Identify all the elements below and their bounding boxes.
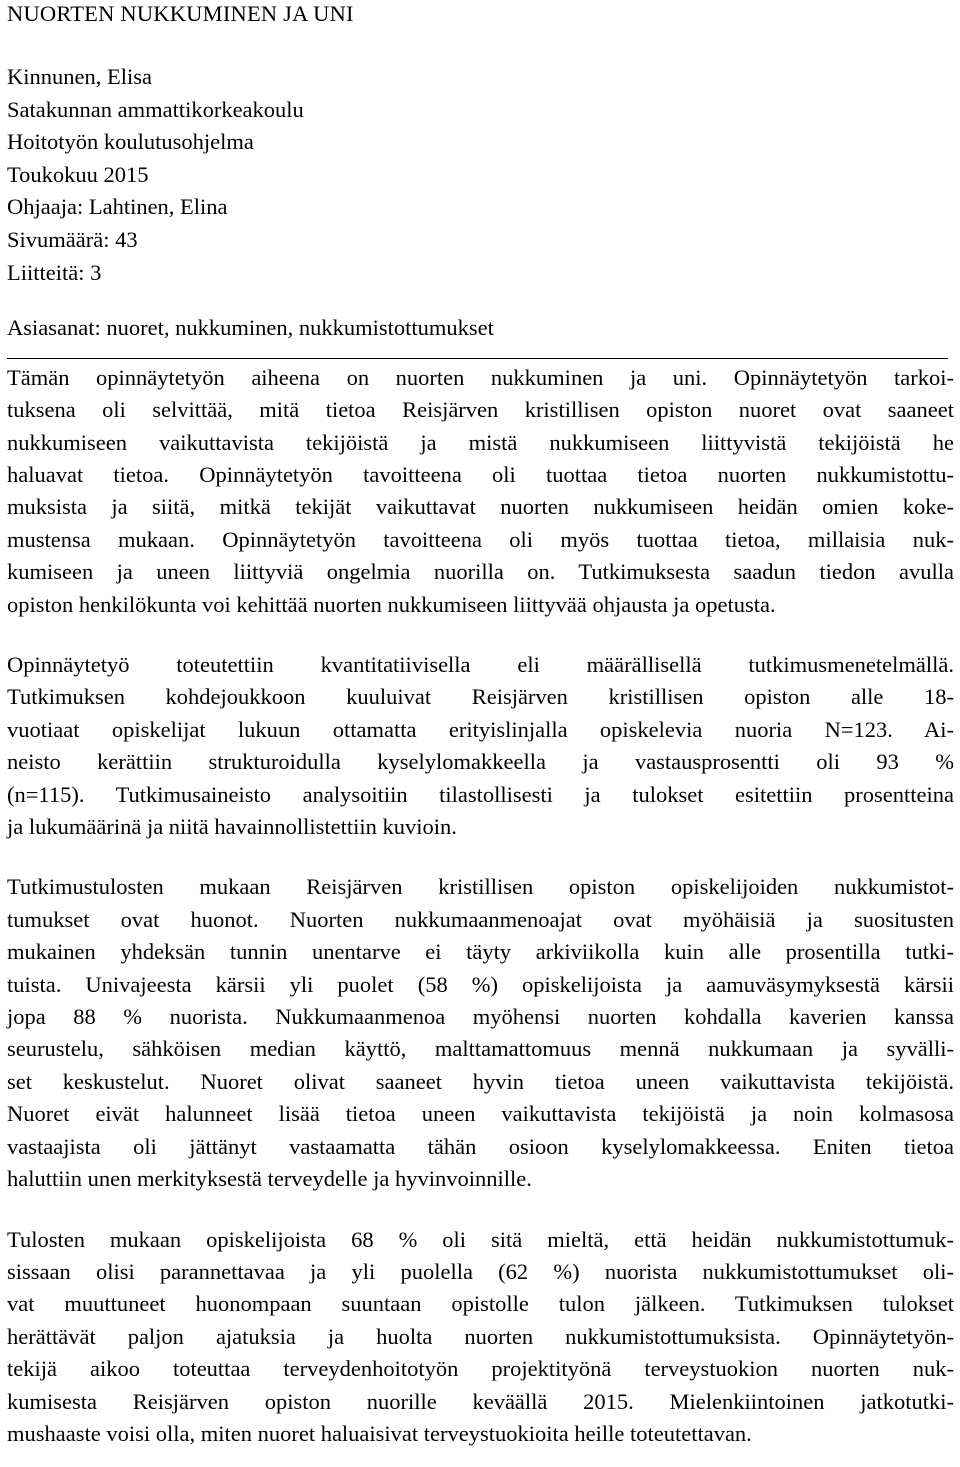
paragraph-line: Tutkimustulosten mukaan Reisjärven kristillisen opiston opiskelijoiden nukkumistot- — [7, 874, 954, 900]
paragraph-line: nukkumiseen vaikuttavista tekijöistä ja mistä nukkumiseen liittyvistä tekijöistä he — [7, 429, 954, 455]
author-line: Kinnunen, Elisa — [7, 64, 152, 89]
paragraph-line: tekijä aikoo toteuttaa terveydenhoitotyön projektityönä terveystuokion nuorten nuk- — [7, 1356, 954, 1382]
paragraph-line: tuksena oli selvittää, mitä tietoa Reisjärven kristillisen opiston nuoret ovat saaneet — [7, 397, 954, 423]
paragraph-line: seurustelu, sähköisen median käyttö, malttamattomuus mennä nukkumaan ja syvälli- — [7, 1036, 954, 1062]
supervisor-line: Ohjaaja: Lahtinen, Elina — [7, 194, 228, 220]
paragraph-line: herättävät paljon ajatuksia ja huolta nuorten nukkumistottumuksista. Opinnäytetyön- — [7, 1323, 954, 1349]
institution-line: Satakunnan ammattikorkeakoulu — [7, 96, 304, 122]
paragraph-line: haluavat tietoa. Opinnäytetyön tavoitteena oli tuottaa tietoa nuorten nukkumistottu- — [7, 461, 954, 487]
paragraph-line: mukainen yhdeksän tunnin unentarve ei täyty arkiviikolla kuin alle prosentilla tutki- — [7, 939, 954, 965]
paragraph-line: vastaajista oli jättänyt vastaamatta tähän osioon kyselylomakkeessa. Eniten tietoa — [7, 1133, 954, 1159]
paragraph-line: neisto kerättiin strukturoidulla kyselylomakkeella ja vastausprosentti oli 93 % — [7, 749, 954, 775]
abstract-paragraph — [7, 871, 954, 1195]
paragraph-line: set keskustelut. Nuoret olivat saaneet hyvin tietoa uneen vaikuttavista tekijöistä. — [7, 1068, 954, 1094]
paragraph-line: opiston henkilökunta voi kehittää nuorten nukkumiseen liittyvää ohjausta ja opetusta. — [7, 591, 776, 617]
keywords-line: Asiasanat: nuoret, nukkuminen, nukkumistottumukset — [7, 315, 494, 341]
document-title: NUORTEN NUKKUMINEN JA UNI — [7, 1, 354, 26]
document-page — [7, 0, 954, 1450]
paragraph-line: mustensa mukaan. Opinnäytetyön tavoitteena oli myös tuottaa tietoa, millaisia nuk- — [7, 526, 954, 552]
paragraph-line: ja lukumäärinä ja niitä havainnollistettiin kuvioin. — [7, 814, 457, 840]
page-count-line: Sivumäärä: 43 — [7, 226, 138, 252]
paragraph-line: tumukset ovat huonot. Nuorten nukkumaanmenoajat ovat myöhäisiä ja suositusten — [7, 906, 954, 932]
paragraph-line: Opinnäytetyö toteutettiin kvantitatiivisella eli määrällisellä tutkimusmenetelmällä. — [7, 652, 954, 677]
thesis-metadata — [7, 61, 954, 289]
paragraph-line: kumisesta Reisjärven opiston nuorille keväällä 2015. Mielenkiintoinen jatkotutki- — [7, 1388, 954, 1414]
paragraph-line: haluttiin unen merkityksestä terveydelle ja hyvinvoinnille. — [7, 1166, 532, 1192]
paragraph-line: tuista. Univajeesta kärsii yli puolet (58 %) opiskelijoista ja aamuväsymyksestä kärsii — [7, 971, 954, 997]
abstract-paragraph — [7, 649, 954, 843]
paragraph-line: jopa 88 % nuorista. Nukkumaanmenoa myöhensi nuorten kohdalla kaverien kanssa — [7, 1004, 954, 1030]
separator-rule — [7, 358, 948, 359]
degree-programme-line: Hoitotyön koulutusohjelma — [7, 129, 254, 155]
abstract-body — [7, 362, 954, 1451]
abstract-paragraph — [7, 1224, 954, 1451]
appendix-count-line: Liitteitä: 3 — [7, 259, 102, 285]
paragraph-line: Nuoret eivät halunneet lisää tietoa uneen vaikuttavista tekijöistä ja noin kolmasosa — [7, 1101, 954, 1127]
paragraph-line: (n=115). Tutkimusaineisto analysoitiin tilastollisesti ja tulokset esitettiin prosentteina — [7, 781, 954, 807]
abstract-paragraph — [7, 362, 954, 621]
paragraph-line: kumiseen ja uneen liittyviä ongelmia nuorilla on. Tutkimuksesta saadun tiedon avulla — [7, 559, 954, 585]
paragraph-line: vuotiaat opiskelijat lukuun ottamatta erityislinjalla opiskelevia nuoria N=123. Ai- — [7, 716, 954, 742]
paragraph-line: sissaan olisi parannettavaa ja yli puolella (62 %) nuorista nukkumistottumukset oli- — [7, 1258, 954, 1284]
paragraph-line: vat muuttuneet huonompaan suuntaan opistolle tulon jälkeen. Tutkimuksen tulokset — [7, 1291, 954, 1317]
date-line: Toukokuu 2015 — [7, 161, 149, 187]
paragraph-line: muksista ja siitä, mitkä tekijät vaikuttavat nuorten nukkumiseen heidän omien koke- — [7, 494, 954, 520]
paragraph-line: Tulosten mukaan opiskelijoista 68 % oli sitä mieltä, että heidän nukkumistottumuk- — [7, 1226, 954, 1252]
paragraph-line: Tutkimuksen kohdejoukkoon kuuluivat Reisjärven kristillisen opiston alle 18- — [7, 684, 954, 710]
paragraph-line: Tämän opinnäytetyön aiheena on nuorten nukkuminen ja uni. Opinnäytetyön tarkoi- — [7, 364, 954, 390]
paragraph-line: mushaaste voisi olla, miten nuoret haluaisivat terveystuokioita heille toteutettavan. — [7, 1420, 752, 1446]
